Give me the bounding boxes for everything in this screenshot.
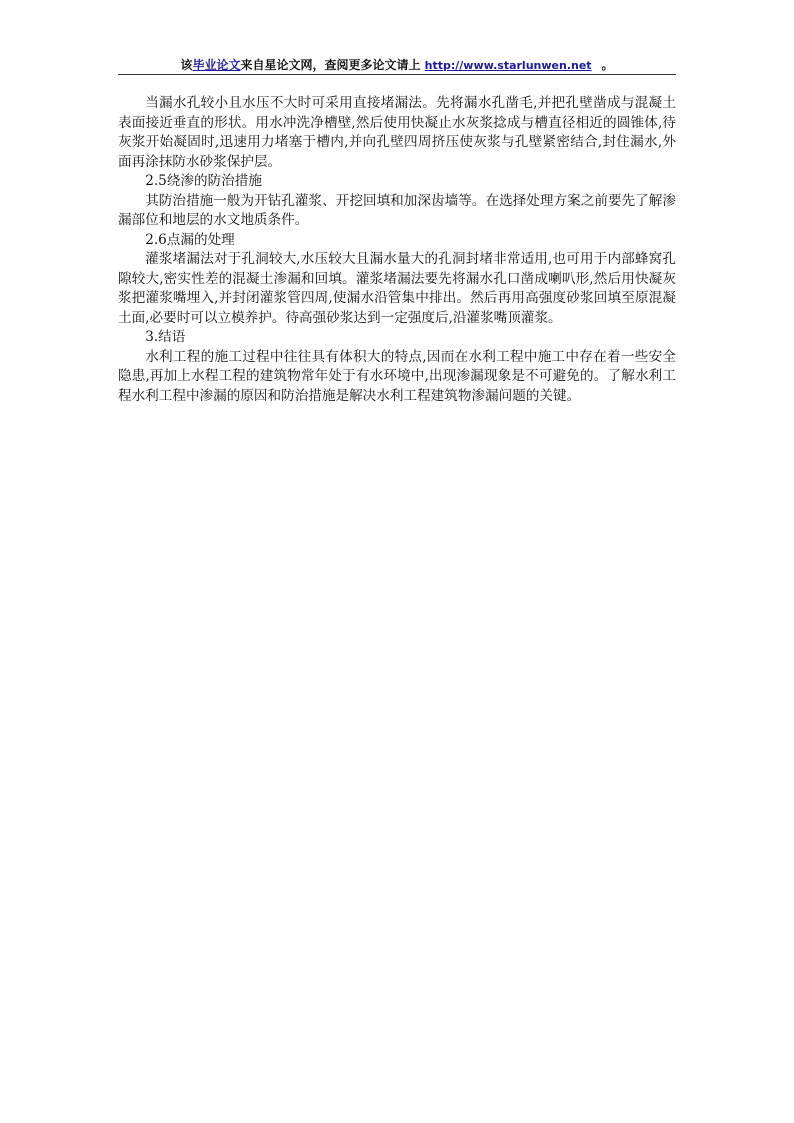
section-heading-point-leak: 2.6点漏的处理 xyxy=(145,231,235,248)
document-body xyxy=(118,94,676,406)
section-heading-conclusion: 3.结语 xyxy=(145,329,186,345)
header-suffix: 。 xyxy=(601,58,614,72)
header-site-link[interactable]: http://www.starlunwen.net xyxy=(424,59,592,72)
header-thesis-link[interactable]: 毕业论文 xyxy=(192,58,241,72)
section-heading-seepage-bypass: 2.5绕渗的防治措施 xyxy=(145,173,262,189)
paragraph-conclusion: 水利工程的施工过程中往往具有体积大的特点,因而在水利工程中施工中存在着一些安全隐患,再加上水程工程的建筑物常年处于有水环境中,出现渗漏现象是不可避免的。了解水利工程水利工程中渗漏的原因和防治措施是解决水利工程建筑物渗漏问题的关键。 xyxy=(118,348,676,404)
page-header xyxy=(118,57,676,73)
paragraph-point-leak: 灌浆堵漏法对于孔洞较大,水压较大且漏水量大的孔洞封堵非常适用,也可用于内部蜂窝孔隙较大,密实性差的混凝土渗漏和回填。灌浆堵漏法要先将漏水孔口凿成喇叭形,然后用快凝灰浆把灌浆嘴埋入,并封闭灌浆管四周,使漏水沿管集中排出。然后再用高强度砂浆回填至原混凝土面,必要时可以立模养护。待高强砂浆达到一定强度后,沿灌浆嘴顶灌浆。 xyxy=(118,251,676,326)
paragraph-direct-plugging: 当漏水孔较小且水压不大时可采用直接堵漏法。先将漏水孔凿毛,并把孔壁凿成与混凝土表面接近垂直的形状。用水冲洗净槽壁,然后使用快凝止水灰浆捻成与槽直径相近的圆锥体,待灰浆开始凝固时,迅速用力堵塞于槽内,并向孔壁四周挤压使灰浆与孔壁紧密结合,封住漏水,外面再涂抹防水砂浆保护层。 xyxy=(118,95,676,170)
header-prefix: 该 xyxy=(180,58,193,72)
header-divider xyxy=(118,74,676,75)
paragraph-seepage-bypass: 其防治措施一般为开钻孔灌浆、开挖回填和加深齿墙等。在选择处理方案之前要先了解渗漏部位和地层的水文地质条件。 xyxy=(118,192,676,228)
header-middle-text: 来自星论文网，查阅更多论文请上 xyxy=(240,58,421,72)
